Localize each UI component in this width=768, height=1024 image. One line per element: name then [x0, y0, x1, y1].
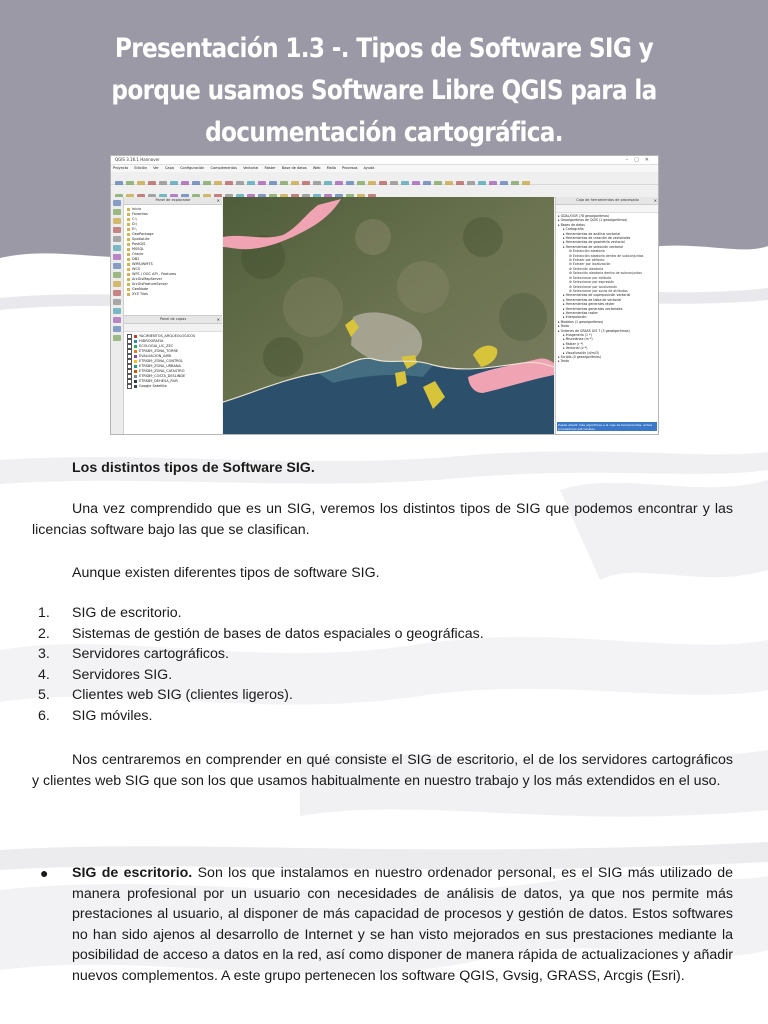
list-number: 2.	[38, 625, 50, 642]
list-item-text: Clientes web SIG (clientes ligeros).	[72, 687, 293, 703]
software-types-list	[38, 603, 718, 726]
bullet-paragraph	[72, 863, 733, 986]
browser-item-label: MSSQL	[132, 247, 145, 251]
layer-name: Google Satellite	[139, 384, 167, 388]
toolbox-item: ▸ Bases de datos	[558, 222, 585, 227]
section-heading: Los distintos tipos de Software SIG.	[72, 460, 315, 476]
list-item	[38, 624, 718, 645]
list-item-text: SIG móviles.	[72, 707, 153, 724]
list-number: 3.	[38, 646, 50, 662]
menu-item: Ráster	[264, 166, 276, 170]
page-title: Presentación 1.3 -. Tipos de Software SIG y porque usamos Software Libre QGIS para la documentación cartográfica.	[111, 33, 657, 148]
list-item-text: Servidores cartográficos.	[72, 646, 229, 662]
toolbox-item: ▸ Visualización (d/m/3)	[563, 350, 600, 355]
browser-panel-title: Panel de explorador	[155, 198, 191, 202]
browser-item-label: ArcGisFeatureServer	[132, 282, 168, 286]
toolbox-item: ▸ Herramientas de análisis vectorial	[563, 231, 621, 236]
layer-name: ECOLOGIA_LIC_ZEC	[139, 344, 174, 348]
toolbox-item: ▸ Interpolación	[563, 315, 587, 320]
toolbox-item: ▸ Herramientas de geometría vectorial	[563, 240, 625, 245]
browser-item-label: C:\	[132, 217, 137, 221]
browser-item-label: D:\	[132, 222, 138, 226]
menu-item: Ayuda	[363, 166, 375, 170]
toolbox-item: ▸ Vectorial (v *)	[563, 346, 588, 351]
toolbox-item: ⚙ Seleccionar por atributo	[569, 275, 612, 280]
bullet-lead: SIG de escritorio.	[72, 865, 193, 881]
toolbox-item: ⚙ Extraer por atributo	[569, 258, 605, 263]
menu-item: Vectorial	[243, 166, 259, 170]
browser-item-label: WCS	[132, 267, 141, 271]
layers-panel-title: Panel de capas	[159, 317, 187, 321]
menu-item: Capa	[164, 166, 174, 170]
menu-item: Web	[312, 166, 321, 170]
browser-item-label: ArcGisMapServer	[132, 277, 163, 281]
toolbox-item: ⚙ Seleccionar por localización	[569, 284, 618, 289]
layer-name: YACIMIENTOS_ARQUEOLOGICOS	[139, 334, 196, 338]
toolbox-item: ⚙ Extracción aleatoria dentro de subconjuntos	[569, 253, 644, 258]
toolbox-item: ▸ GDAL/OGR (78 geoalgoritmos)	[558, 214, 610, 218]
toolbox-item: ▸ Herramientas de creación de vectoriales	[563, 236, 631, 241]
list-item-text: SIG de escritorio.	[72, 605, 182, 621]
toolbox-item: ▸ Herramientas generales ráster	[563, 302, 615, 307]
layer-name: HIDROGRAFIA	[139, 339, 164, 343]
menu-item: Edición	[134, 166, 148, 170]
list-number: 5.	[38, 687, 50, 703]
toolbox-item: ⚙ Extracción aleatoria	[569, 249, 605, 254]
browser-item-label: XYZ Tiles	[132, 292, 148, 296]
paragraph: Nos centraremos en comprender en qué consiste el SIG de escritorio, el de los servidores cartográficos y clientes web SIG que son los que usamos habitualmente en nuestro trabajo y los más extendidos en el uso.	[32, 752, 733, 789]
browser-item-label: GeoNode	[132, 287, 149, 291]
menu-item: Ver	[153, 166, 159, 170]
paragraph: Aunque existen diferentes tipos de software SIG.	[72, 565, 380, 581]
toolbox-title: Caja de herramientas de procesado	[576, 198, 639, 202]
list-item	[38, 603, 718, 624]
toolbox-item: ▸ Texto	[558, 324, 570, 329]
list-number: 6.	[38, 707, 50, 724]
layer-name: ETRS89_ZONA_CONTROL	[139, 359, 184, 363]
list-number: 1.	[38, 605, 50, 621]
list-number: 4.	[38, 666, 50, 683]
browser-item-label: Inicio	[132, 207, 142, 211]
toolbox-item: ▸ Miscelánea (m *)	[563, 337, 593, 342]
toolbox-item: ▸ Ordenes de GRASS GIS 7 (3 geoalgoritmos)	[558, 328, 630, 333]
toolbox-item: ▸ Geoalgoritmos de QGIS (1 geoalgoritmos)	[558, 218, 628, 223]
list-item-text: Sistemas de gestión de bases de datos espaciales o geográficas.	[72, 625, 484, 642]
list-item-text: Servidores SIG.	[72, 666, 173, 683]
toolbox-item: ⚙ Selección aleatoria dentro de subconjuntos	[569, 271, 642, 276]
browser-item-label: DB2	[132, 257, 140, 261]
toolbox-tip: Puede añadir más algoritmos a la caja de herramientas, active proveedores adicionales.	[557, 422, 657, 431]
browser-item-label: E:\	[132, 227, 137, 231]
toolbox-item: ▸ Herramientas de superposición vectorial	[563, 293, 631, 298]
layer-name: ETRS89_ZONA_URBANA	[139, 364, 181, 368]
layer-name: ETRS89_ZONA_TORRE	[139, 349, 179, 353]
browser-item-label: Oracle	[132, 252, 144, 256]
menu-item: Procesos	[342, 166, 358, 170]
browser-item-label: Favoritos	[132, 212, 148, 216]
toolbox-item: ▸ Ráster (r *)	[563, 341, 584, 346]
toolbox-item: ▸ Herramientas raster	[563, 310, 598, 315]
browser-item-label: WMS/WMTS	[132, 262, 153, 266]
list-item	[38, 706, 718, 727]
menu-item: Configuración	[180, 166, 205, 170]
qgis-window-title: QGIS 3.16.1 Hannover	[115, 157, 160, 162]
toolbox-item: ▸ Modelos (1 geoalgoritmos)	[558, 319, 604, 324]
menu-item: Malla	[326, 166, 336, 170]
list-item	[38, 644, 718, 665]
window-controls-icon: –▢✕	[625, 157, 655, 163]
list-item	[38, 685, 718, 706]
toolbox-item: ▸ Herramientas de tabla de vectorial	[563, 297, 622, 302]
toolbox-item: ⚙ Seleccionar por suma de atributos	[569, 288, 628, 293]
toolbox-item: ▸ Scripts (0 geoalgoritmos)	[558, 355, 601, 359]
menu-item: Complementos	[210, 166, 237, 170]
bullet-icon: ●	[40, 865, 49, 881]
layer-name: ETRS89_COSTA_DESLINDE	[139, 374, 186, 378]
toolbox-item: ▸ Cartografía	[563, 227, 584, 232]
toolbox-item: ⚙ Seleccionar por expresión	[569, 280, 615, 285]
toolbox-item: ▸ Herramientas generales vectoriales	[563, 306, 623, 311]
menu-item: Proyecto	[113, 166, 129, 170]
toolbox-item: ⚙ Selección aleatoria	[569, 266, 604, 271]
toolbox-item: ▸ Imagenería (1 *)	[563, 332, 592, 337]
browser-item-label: GeoPackage	[132, 232, 154, 236]
layer-name: ETRS89_ZONA_CATASTRO	[139, 369, 185, 373]
paragraph: Una vez comprendido que es un SIG, veremos los distintos tipos de SIG que podemos encontrar y las licencias software bajo las que se clasifican.	[32, 501, 733, 538]
bullet-text: Son los que instalamos en nuestro ordenador personal, es el SIG más utilizado de manera profesional por un usuario con necesidades de análisis de datos, ya que nos permite más prestaciones al usuario, al disponer de más capacidad de procesos y gestión de datos. Estos softwares no han sido ajenos al desarrollo de Internet y se han visto mejorados en sus prestaciones mediante la posibilidad de acceso a datos en la red, así como disponer de manera rápida de actualizaciones y añadir nuevos complementos. A este grupo pertenecen los software QGIS, Gvsig, GRASS, Arcgis (Esri).	[72, 865, 733, 984]
close-icon: ✕	[216, 317, 220, 322]
menu-item: Base de datos	[281, 166, 307, 170]
close-icon: ✕	[653, 198, 657, 203]
toolbox-item: ▸ Herramientas de selección vectorial	[563, 244, 624, 249]
browser-item-label: SpatiaLite	[132, 237, 150, 241]
layer-name: ETRS89_DEHESA_RUR	[139, 379, 178, 383]
toolbox-item: ⚙ Extraer por localización	[569, 262, 611, 267]
browser-item-label: PostGIS	[132, 242, 146, 246]
browser-item-label: WFS / OGC API - Features	[132, 272, 177, 276]
toolbox-item: ▸ Texto	[558, 359, 570, 364]
layer-name: EVALUACION_AMB	[139, 354, 171, 358]
close-icon: ✕	[216, 198, 220, 203]
list-item	[38, 665, 718, 686]
